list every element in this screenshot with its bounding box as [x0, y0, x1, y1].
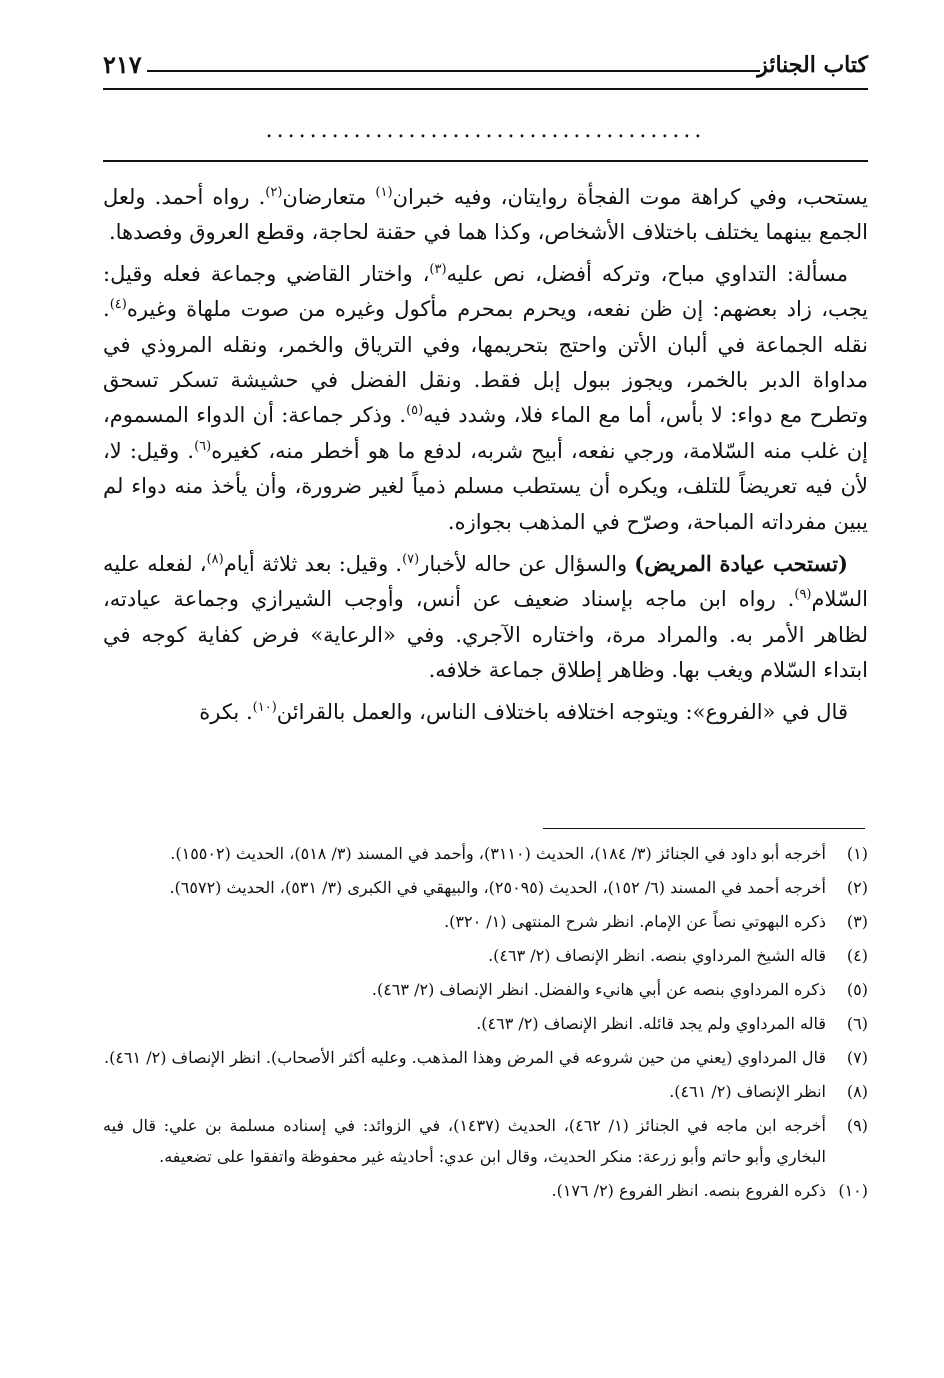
footnote: [103, 1076, 868, 1107]
text-run: . رواه أحمد. ولعل الجمع بينهما يختلف باختلاف الأشخاص، وكذا هما في حقنة لحاجة، وقطع العروق وفصدها.: [103, 185, 868, 245]
page-number: ٢١٧: [103, 50, 142, 79]
text-run: يستحب، وفي كراهة موت الفجأة روايتان، وفيه خبران: [392, 185, 868, 209]
footnote-marker[interactable]: (١): [375, 185, 393, 200]
footnote-marker[interactable]: (١٠): [252, 699, 277, 715]
footnote: [103, 1042, 868, 1073]
text-run: . نقله الجماعة في ألبان الأتن واحتج بتحريمها، وفي الترياق والخمر، ونقله المروذي في مداواة الدبر بالخمر، ويجوز ببول إبل فقط. ونقل الفضل في حشيشة تسكر تسحق وتطرح مع دواء: لا بأس، أما مع الماء فلا، وشدد فيه: [103, 297, 868, 428]
footnote-text: قاله المرداوي ولم يجد قائله. انظر الإنصاف (٢/ ٤٦٣).: [476, 1014, 826, 1033]
footnote-marker[interactable]: (٧): [402, 552, 420, 568]
footnote-separator: [543, 828, 865, 829]
footnote-text: انظر الإنصاف (٢/ ٤٦١).: [669, 1082, 826, 1101]
footnote-number: (٣): [846, 912, 868, 931]
footnote-number: (٦): [846, 1014, 868, 1033]
footnote-text: ذكره البهوتي نصاً عن الإمام. انظر شرح المنتهى (١/ ٣٢٠).: [444, 912, 826, 931]
footnote: [103, 974, 868, 1005]
dotted-separator: ........................................: [265, 118, 706, 143]
footnote-number: (٥): [846, 980, 868, 999]
footnote-number: (١٠): [838, 1181, 868, 1200]
footnote-text: أخرجه أحمد في المسند (٦/ ١٥٢)، الحديث (٢٥٠٩٥)، والبيهقي في الكبرى (٣/ ٥٣١)، الحديث (٦٥٧٢).: [169, 878, 826, 897]
text-run: والسؤال عن حاله لأخبار: [419, 552, 635, 577]
text-run: . وقيل: لا، لأن فيه تعريضاً للتلف، ويكره أن يستطب مسلم ذمياً لغير ضرورة، وأن يأخذ منه دواء لم يبين مفرداته المباحة، وصرّح في المذهب بجوازه.: [103, 438, 868, 534]
running-header: [103, 48, 868, 88]
text-run: . وقيل: بعد ثلاثة أيام: [223, 552, 403, 577]
text-run: متعارضان: [282, 185, 376, 209]
text-run: ، واختار القاضي وجماعة فعله وقيل: يجب، زاد بعضهم: إن ظن نفعه، ويحرم بمحرم مأكول وغيره من صوت ملهاة وغيره: [103, 261, 868, 322]
footnote-text: أخرجه ابن ماجه في الجنائز (١/ ٤٦٢)، الحديث (١٤٣٧)، في الزوائد: في إسناده مسلمة بن علي: قال فيه البخاري وأبو حاتم وأبو زرعة: منكر الحديث، وقال ابن عدي: أحاديثه غير محفوظة واتفقوا على تضعيفه.: [103, 1116, 826, 1166]
footnote-marker[interactable]: (٢): [265, 185, 283, 200]
footnote-marker[interactable]: (٣): [429, 261, 447, 277]
footnote: [103, 1175, 868, 1206]
footnote-marker[interactable]: (٤): [109, 297, 127, 313]
footnote-text: ذكره المرداوي بنصه عن أبي هانيء والفضل. انظر الإنصاف (٢/ ٤٦٣).: [371, 980, 826, 999]
footnote: [103, 906, 868, 937]
footnote-number: (١): [846, 844, 868, 863]
footnote-text: أخرجه أبو داود في الجنائز (٣/ ١٨٤)، الحديث (٣١١٠)، وأحمد في المسند (٣/ ٥١٨)، الحديث (١٥٥٠٢).: [170, 844, 826, 863]
footnote-text: قاله الشيخ المرداوي بنصه. انظر الإنصاف (٢/ ٤٦٣).: [488, 946, 826, 965]
footnote-number: (٤): [846, 946, 868, 965]
paragraph: [103, 257, 868, 540]
footnote: [103, 1110, 868, 1172]
footnote-text: ذكره الفروع بنصه. انظر الفروع (٢/ ١٧٦).: [551, 1181, 826, 1200]
footnote-text: قال المرداوي (يعني من حين شروعه في المرض وهذا المذهب. وعليه أكثر الأصحاب). انظر الإنصاف (٢/ ٤٦١).: [104, 1048, 826, 1067]
header-underline: [103, 88, 868, 90]
footnote: [103, 1008, 868, 1039]
text-run: ، لفعله عليه السّلام: [103, 552, 868, 612]
paragraph: [103, 180, 868, 251]
bold-heading: (تستحب عيادة المريض): [634, 551, 848, 577]
footnote-marker[interactable]: (٥): [406, 403, 424, 419]
footnote-marker[interactable]: (٦): [194, 438, 212, 454]
text-run: قال في «الفروع»: ويتوجه اختلافه باختلاف الناس، والعمل بالقرائن: [276, 699, 848, 724]
text-run: . بكرة: [199, 699, 253, 724]
paragraph: [103, 695, 868, 730]
footnote-number: (٩): [846, 1116, 868, 1135]
main-text: [103, 180, 868, 730]
footnote: [103, 838, 868, 869]
footnote-number: (٢): [846, 878, 868, 897]
paragraph: [103, 546, 868, 689]
footnote-marker[interactable]: (٩): [794, 587, 812, 603]
chapter-title: كتاب الجنائز: [757, 52, 868, 78]
footnotes: [103, 838, 868, 1206]
text-run: . رواه ابن ماجه بإسناد ضعيف عن أنس، وأوجب الشيرازي وجماعة عيادته، لظاهر الأمر به. والمراد مرة، واختاره الآجري. وفي «الرعاية» فرض كفاية كوجه في ابتداء السّلام ويغب بها. وظاهر إطلاق جماعة خلافه.: [103, 587, 868, 683]
footnote: [103, 940, 868, 971]
footnote: [103, 872, 868, 903]
text-run: . وذكر جماعة: أن الدواء المسموم، إن غلب منه السّلامة، ورجي نفعه، أبيح شربه، لدفع ما هو أخطر منه، كغيره: [103, 403, 868, 463]
commentary-rule: [103, 160, 868, 162]
text-run: مسألة: التداوي مباح، وتركه أفضل، نص عليه: [446, 261, 849, 286]
footnote-number: (٨): [846, 1082, 868, 1101]
footnote-number: (٧): [846, 1048, 868, 1067]
header-rule: [147, 70, 760, 72]
footnote-marker[interactable]: (٨): [206, 552, 224, 568]
